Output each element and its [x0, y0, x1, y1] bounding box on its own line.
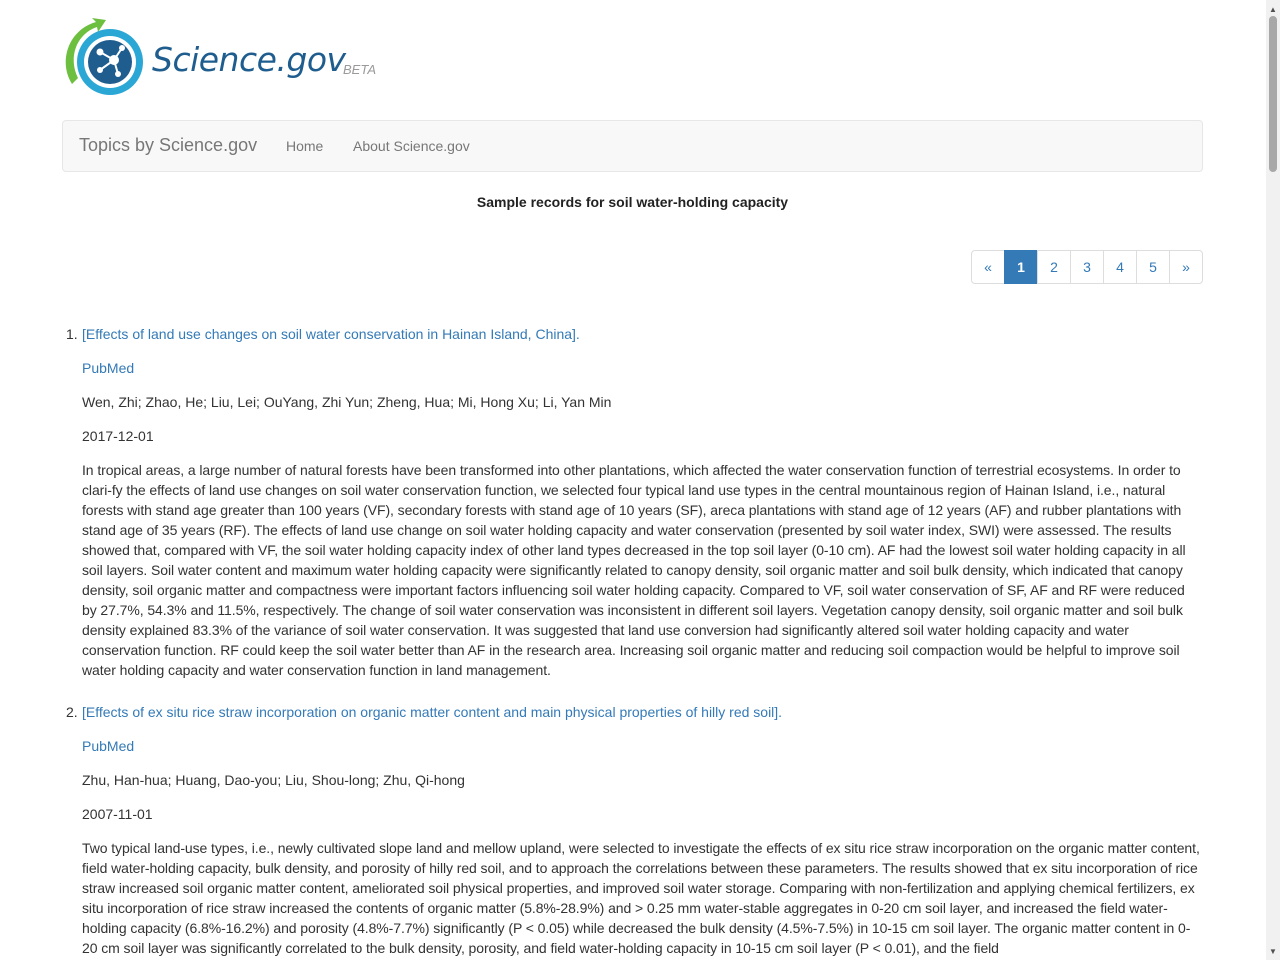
records-list [62, 324, 1203, 980]
logo-beta-label: BETA [343, 62, 376, 77]
list-item [62, 324, 1203, 680]
record-abstract: In tropical areas, a large number of natural forests have been transformed into other plantations, which affected the water conservation function of terrestrial ecosystems. In order to clari-fy the effects of land use changes on soil water conservation function, we selected four typical land use types in the central mountainous region of Hainan Island, i.e., natural forests with stand age greater than 100 years (VF), secondary forests with stand age of 10 years (SF), areca plantations with stand age of 12 years (AF) and rubber plantations with stand age of 35 years (RF). The effects of land use change on soil water holding capacity and water conservation (presented by soil water index, SWI) were assessed. The results showed that, compared with VF, the soil water holding capacity index of other land types decreased in the top soil layer (0-10 cm). AF had the lowest soil water holding capacity in all soil layers. Soil water content and maximum water holding capacity were significantly related to canopy density, soil organic matter and soil bulk density, which indicated that canopy density, soil organic matter and compactness were important factors influencing soil water holding capacity. Compared to VF, soil water conservation of SF, AF and RF were reduced by 27.7%, 54.3% and 11.5%, respectively. The change of soil water conservation was inconsistent in different soil layers. Vegetation canopy density, soil organic matter and soil bulk density explained 83.3% of the variance of soil water conservation. It was suggested that land use conversion had significantly altered soil water holding capacity and water conservation function. RF could keep the soil water better than AF in the research area. Increasing soil organic matter and reducing soil compaction would be helpful to improve soil water holding capacity and water conservation function in land management. [82, 462, 1186, 678]
pagination-page-3[interactable]: 3 [1070, 250, 1104, 284]
record-number: 1. [66, 326, 78, 342]
pagination [971, 250, 1203, 284]
record-authors: Zhu, Han-hua; Huang, Dao-you; Liu, Shou-long; Zhu, Qi-hong [82, 772, 465, 788]
nav-about-link[interactable]: About Science.gov [353, 138, 470, 154]
pagination-page-1[interactable]: 1 [1004, 250, 1038, 284]
record-source-link[interactable]: PubMed [82, 360, 135, 376]
top-navbar [62, 120, 1203, 172]
science-gov-logo-icon [62, 18, 146, 102]
record-title-link[interactable]: [Effects of land use changes on soil water conservation in Hainan Island, China]. [82, 326, 580, 342]
scroll-up-arrow-icon[interactable]: ▲ [1269, 4, 1277, 14]
site-logo[interactable] [62, 18, 392, 102]
scroll-down-arrow-icon[interactable]: ▼ [1269, 946, 1277, 956]
record-source-link[interactable]: PubMed [82, 738, 135, 754]
navbar-brand[interactable]: Topics by Science.gov [79, 135, 258, 155]
logo-wordmark: Science.gov [152, 40, 346, 79]
record-date: 2007-11-01 [82, 806, 153, 822]
record-number: 2. [66, 704, 78, 720]
pagination-next[interactable]: » [1169, 250, 1203, 284]
pagination-page-2[interactable]: 2 [1037, 250, 1071, 284]
vertical-scrollbar[interactable] [1266, 0, 1280, 960]
record-title-link[interactable]: [Effects of ex situ rice straw incorporation on organic matter content and main physical properties of hilly red soil]. [82, 704, 783, 720]
list-item [62, 702, 1203, 958]
record-date: 2017-12-01 [82, 428, 154, 444]
record-abstract: Two typical land-use types, i.e., newly cultivated slope land and mellow upland, were selected to investigate the effects of ex situ rice straw incorporation on the organic matter content, field water-holding capacity, bulk density, and porosity of hilly red soil, and to approach the correlations between these parameters. The results showed that ex situ incorporation of rice straw increased soil organic matter content, ameliorated soil physical properties, and improved soil water storage. Comparing with non-fertilization and applying chemical fertilizers, ex situ incorporation of rice straw increased the contents of organic matter (5.8%-28.9%) and > 0.25 mm water-stable aggregates in 0-20 cm soil layer, and increased the field water-holding capacity (6.8%-16.2%) and porosity (4.8%-7.7%) significantly (P < 0.05) while decreased the bulk density (4.5%-7.5%) in 10-15 cm soil layer. The organic matter content in 0-20 cm soil layer was significantly correlated to the bulk density, porosity, and field water-holding capacity in 10-15 cm soil layer (P < 0.01), and the field [82, 840, 1200, 956]
nav-home-link[interactable]: Home [286, 138, 324, 154]
pagination-page-5[interactable]: 5 [1136, 250, 1170, 284]
pagination-prev[interactable]: « [971, 250, 1005, 284]
page-title: Sample records for soil water-holding capacity [476, 194, 789, 210]
scrollbar-thumb[interactable] [1269, 16, 1277, 172]
pagination-page-4[interactable]: 4 [1103, 250, 1137, 284]
record-authors: Wen, Zhi; Zhao, He; Liu, Lei; OuYang, Zhi Yun; Zheng, Hua; Mi, Hong Xu; Li, Yan Min [82, 394, 612, 410]
